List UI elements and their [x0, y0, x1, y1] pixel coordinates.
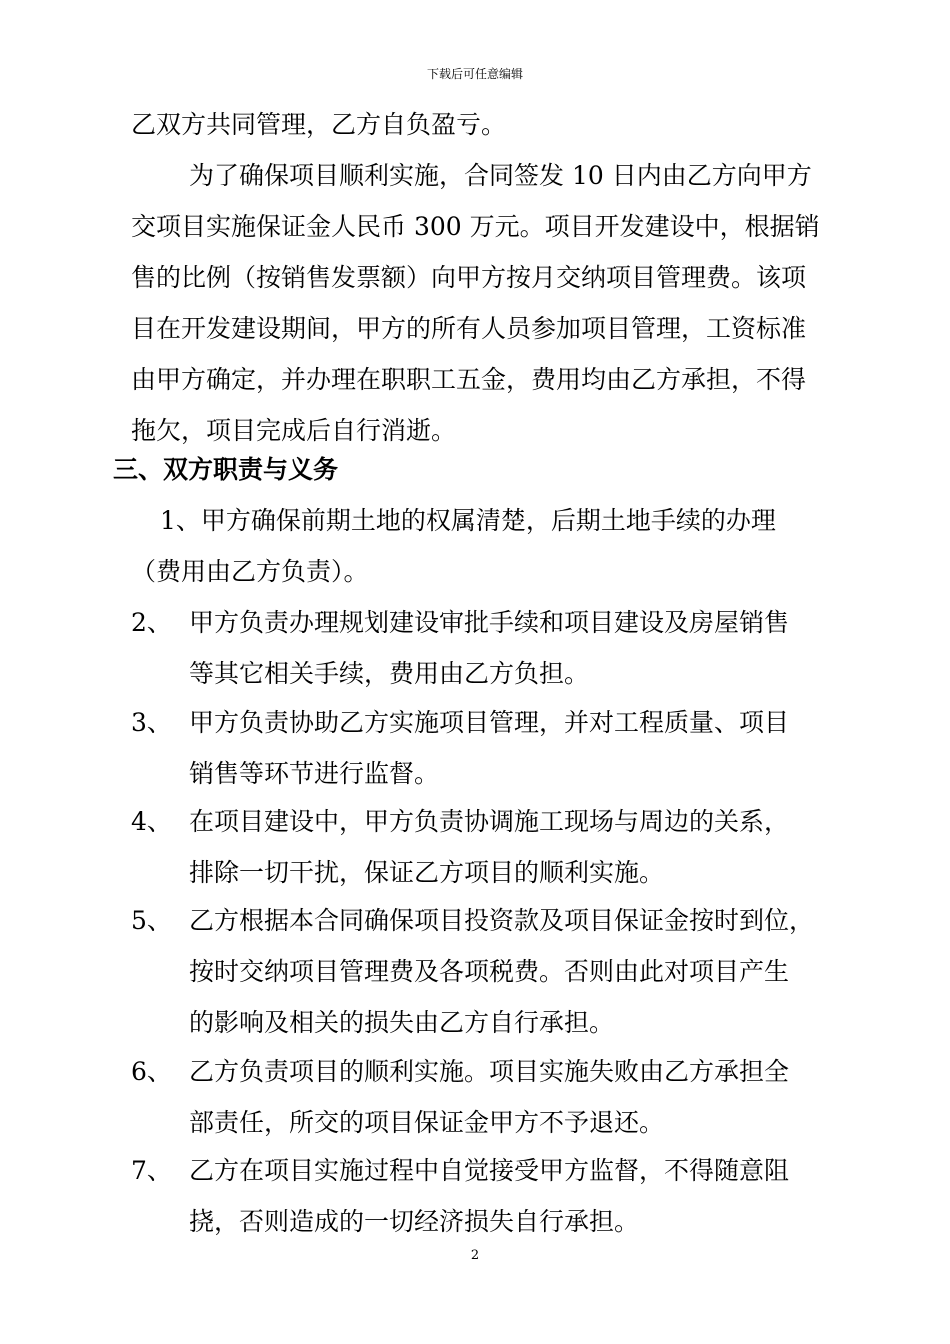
text-line: 销售等环节进行监督。 [189, 759, 440, 788]
list-item-number: 2、 [131, 608, 172, 637]
list-item-number: 4、 [131, 807, 172, 836]
text-line: 在项目建设中，甲方负责协调施工现场与周边的关系， [189, 807, 790, 836]
text-line: 售的比例（按销售发票额）向甲方按月交纳项目管理费。该项 [131, 263, 807, 292]
text-line: 乙方在项目实施过程中自觉接受甲方监督，不得随意阻 [189, 1156, 790, 1185]
text-line: 乙双方共同管理，乙方自负盈亏。 [131, 110, 507, 139]
list-item-number: 6、 [131, 1057, 172, 1086]
text-line: 交项目实施保证金人民币 300 万元。项目开发建设中，根据销 [131, 212, 820, 241]
text-line: 的影响及相关的损失由乙方自行承担。 [189, 1008, 615, 1037]
text-line: 乙方负责项目的顺利实施。项目实施失败由乙方承担全 [189, 1057, 790, 1086]
list-item-number: 5、 [131, 906, 172, 935]
page-header: 下载后可任意编辑 [426, 67, 523, 81]
text-line: 部责任，所交的项目保证金甲方不予退还。 [189, 1108, 665, 1137]
text-line: 甲方负责协助乙方实施项目管理，并对工程质量、项目 [189, 708, 790, 737]
text-line: 目在开发建设期间，甲方的所有人员参加项目管理，工资标准 [131, 314, 807, 343]
text-line: 乙方根据本合同确保项目投资款及项目保证金按时到位， [189, 906, 815, 935]
list-item-number: 7、 [131, 1156, 172, 1185]
list-item-number: 3、 [131, 708, 172, 737]
section-heading: 三、双方职责与义务 [113, 455, 339, 484]
text-line: 按时交纳项目管理费及各项税费。否则由此对项目产生 [189, 957, 790, 986]
text-line: 由甲方确定，并办理在职职工五金，费用均由乙方承担，不得 [131, 365, 807, 394]
page-number: 2 [470, 1248, 480, 1263]
text-line: 1、甲方确保前期土地的权属清楚，后期土地手续的办理 [160, 506, 776, 535]
text-line: 挠，否则造成的一切经济损失自行承担。 [189, 1207, 640, 1236]
text-line: 甲方负责办理规划建设审批手续和项目建设及房屋销售 [189, 608, 790, 637]
text-line: 为了确保项目顺利实施，合同签发 10 日内由乙方向甲方 [189, 161, 812, 190]
text-line: 等其它相关手续，费用由乙方负担。 [189, 659, 590, 688]
paragraph-deposit [131, 150, 831, 456]
text-line: 排除一切干扰，保证乙方项目的顺利实施。 [189, 858, 665, 887]
list-item-1 [131, 495, 831, 597]
text-line: （费用由乙方负责）。 [131, 557, 369, 586]
text-line: 拖欠，项目完成后自行消逝。 [131, 416, 457, 445]
